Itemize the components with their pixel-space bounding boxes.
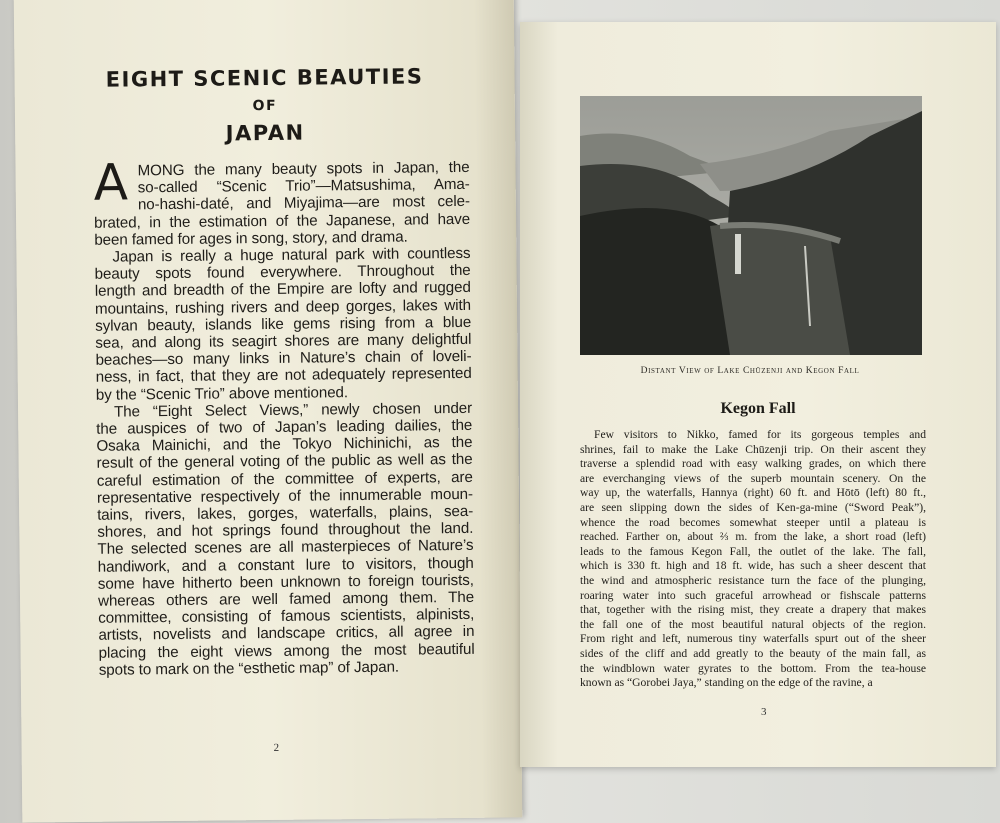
text-line: sylvan beauty, islands like gems rising from a blue: [95, 313, 472, 335]
text-line: leads to the famous Kegon Fall, the outlet of the lake. The fall,: [580, 544, 926, 558]
text-line: shores, and hot springs found throughout the land.: [97, 520, 474, 542]
right-page: [520, 22, 996, 767]
text-line: the fall one of the most beautiful natural objects of the region.: [580, 617, 926, 631]
text-line: spots to mark on the “esthetic map” of Japan.: [98, 658, 400, 679]
waterfall-photo-illustration: [580, 96, 922, 355]
text-line: mountains, rushing rivers and deep gorges, lakes with: [94, 296, 472, 318]
page-title-line2: OF: [252, 97, 278, 115]
text-line: that, together with the rising mist, they create a drapery that makes: [580, 603, 926, 617]
text-line: roaring water into such graceful arrowhead or fishscale patterns: [580, 588, 926, 602]
text-line: placing the eight views among the most beautiful: [98, 640, 475, 662]
text-line: From right and left, numerous tiny waterfalls spurt out of the sheer: [580, 632, 926, 646]
text-line: sea, and along its seagirt shores are many delightful: [95, 330, 472, 352]
text-line: brated, in the estimation of the Japanese, and have: [93, 210, 471, 232]
text-line: The selected scenes are all masterpieces of Nature’s: [97, 537, 474, 559]
text-line: length and breadth of the Empire are lofty and rugged: [94, 279, 471, 301]
body-text: [580, 428, 926, 691]
page-title-line1: EIGHT SCENIC BEAUTIES: [105, 64, 424, 92]
text-line: tains, rivers, lakes, gorges, waterfalls, plains, sea-: [97, 502, 474, 524]
body-text: [93, 153, 475, 679]
text-line: by the “Scenic Trio” above mentioned.: [95, 383, 349, 404]
photo-caption: Distant View of Lake Chūzenji and Kegon Fall: [640, 366, 860, 376]
text-line: been famed for ages in song, story, and drama.: [94, 228, 408, 249]
page-number: 2: [273, 741, 280, 754]
text-line: reached. Farther on, about ⅔ m. from the lake, a short road (left): [580, 530, 926, 544]
text-line: representative respectively of the innumerable moun-: [96, 485, 474, 507]
text-line: so-called “Scenic Trio”—Matsushima, Ama-: [137, 176, 470, 197]
text-line: are seen slipping down the sides of Ken-ga-mine (“Sword Peak”),: [580, 500, 926, 514]
text-line: sides of the cliff and add greatly to the beauty of the main fall, as: [580, 646, 926, 660]
text-line: committee, consisting of famous scientists, alpinists,: [98, 606, 475, 628]
text-line: traverse a splendid road with easy walking grades, on which there: [580, 457, 926, 471]
text-line: result of the general voting of the public as well as the: [96, 451, 473, 473]
text-line: ness, in fact, that they are not adequately represented: [95, 365, 472, 387]
text-line: handiwork, and a constant lure to visitors, though: [97, 554, 474, 576]
text-line: way up, the waterfalls, Hannya (right) 60 ft. and Hōtō (left) 80 ft.,: [580, 486, 926, 500]
section-heading: Kegon Fall: [720, 400, 796, 417]
text-line: which is 330 ft. high and 18 ft. wide, has such a sheer descent that: [580, 559, 926, 573]
text-line: the wind and atmospheric resistance turn the face of the plunging,: [580, 573, 926, 587]
text-line: known as “Gorobei Jaya,” standing on the edge of the ravine, a: [580, 676, 873, 690]
text-line: some have hitherto been unknown to foreign tourists,: [97, 571, 474, 593]
text-line: MONG the many beauty spots in Japan, the: [137, 158, 470, 180]
drop-cap: A: [93, 153, 129, 212]
text-line: artists, novelists and landscape critics, all agree in: [98, 623, 475, 645]
text-line: Few visitors to Nikko, famed for its gorgeous temples and: [594, 428, 926, 441]
text-line: shrines, fail to make the Lake Chūzenji trip. On their ascent they: [580, 442, 926, 456]
page-title-line3: JAPAN: [225, 120, 305, 146]
text-line: The “Eight Select Views,” newly chosen under: [113, 399, 473, 421]
text-line: no-hashi-daté, and Miyajima—are most cele-: [137, 193, 470, 214]
text-line: beaches—so many links in Nature’s chain of loveli-: [95, 348, 472, 370]
text-line: are everchanging views of the superb mountain scenery. On the: [580, 471, 926, 485]
left-page: [14, 0, 523, 823]
page-number: 3: [761, 706, 767, 718]
text-line: the windblown water gyrates to the bottom. From the tea-house: [580, 661, 926, 675]
text-line: whence the road becomes somewhat steeper until a plateau is: [580, 515, 926, 529]
text-line: the auspices of two of Japan’s leading dailies, the: [96, 416, 473, 438]
text-line: careful estimation of the committee of experts, are: [96, 468, 473, 490]
landscape-photo: [580, 96, 922, 355]
text-line: whereas others are well famed among them. The: [97, 588, 475, 610]
text-line: Osaka Mainichi, and the Tokyo Nichinichi, as the: [96, 434, 473, 456]
text-line: Japan is really a huge natural park with countless: [112, 244, 471, 266]
text-line: beauty spots found everywhere. Throughout the: [94, 262, 471, 284]
